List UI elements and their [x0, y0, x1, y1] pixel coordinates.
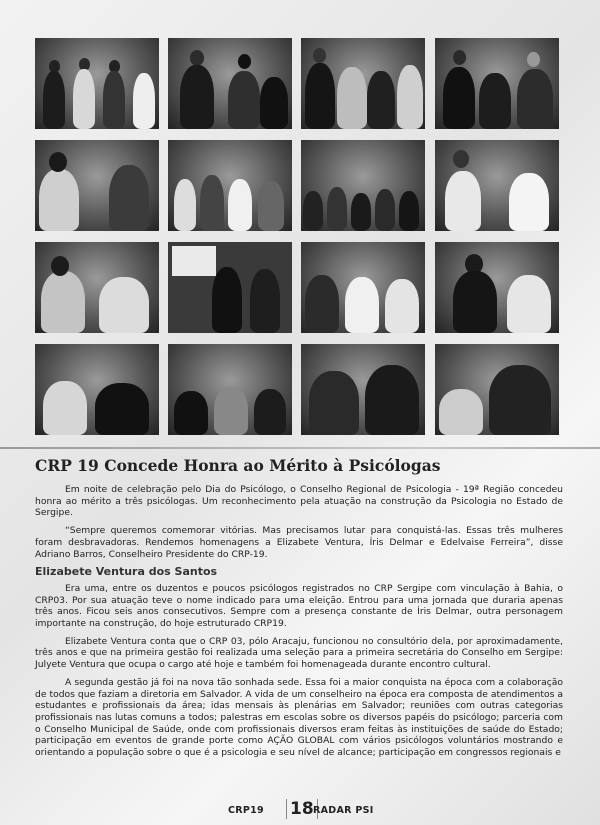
page-number: 18 [286, 799, 318, 819]
event-photo [168, 344, 292, 435]
event-photo [168, 140, 292, 231]
event-photo [435, 344, 559, 435]
event-photo [35, 140, 159, 231]
section-paragraph-2: Elizabete Ventura conta que o CRP 03, pólo Aracaju, funcionou no consultório dela, por aproximadamente, três anos e que na primeira gestão foi realizada uma seleção para a primeira secretária do Conselho em Sergipe: Julyete Ventura que ocupa o cargo até hoje e também foi homenageada durante encontro cultural. [35, 635, 563, 671]
event-photo [435, 140, 559, 231]
article-body [35, 484, 563, 765]
section-heading: Elizabete Ventura dos Santos [35, 565, 218, 579]
event-photo [35, 344, 159, 435]
event-photo [168, 38, 292, 129]
section-divider [0, 447, 600, 449]
event-photo [301, 140, 425, 231]
footer-publication: RADAR PSI [313, 805, 374, 816]
page-footer [0, 797, 600, 825]
event-photo [35, 242, 159, 333]
event-photo [301, 38, 425, 129]
event-photo [301, 242, 425, 333]
event-photo [168, 242, 292, 333]
intro-paragraph-2: “Sempre queremos comemorar vitórias. Mas precisamos lutar para conquistá-las. Essas três mulheres foram desbravadoras. Rendemos homenagens a Elizabete Ventura, Íris Delmar e Edelvaise Ferreira”, disse Adriano Barros, Conselheiro Presidente do CRP-19. [35, 525, 563, 560]
event-photo [35, 38, 159, 129]
section-paragraph-1: Era uma, entre os duzentos e poucos psicólogos registrados no CRP Sergipe com vinculação à Bahia, o CRP03. Por sua atuação teve o nome indicado para uma eleição. Entrou para uma jornada que duraria apenas três anos. Ficou seis anos consecutivos. Sempre com a presença constante de Íris Delmar, outra personagem importante na construção, do hoje estruturado CRP19. [35, 582, 563, 630]
photo-grid [35, 38, 559, 434]
footer-publisher: CRP19 [228, 805, 264, 816]
article-headline: CRP 19 Concede Honra ao Mérito à Psicólogas [35, 456, 441, 475]
event-photo [301, 344, 425, 435]
intro-paragraph-1: Em noite de celebração pelo Dia do Psicólogo, o Conselho Regional de Psicologia - 19ª Região concedeu honra ao mérito a três psicólogas. Um reconhecimento pela atuação na construção da Psicologia no Estado de Sergipe. [35, 484, 563, 519]
event-photo [435, 38, 559, 129]
event-photo [435, 242, 559, 333]
section-paragraph-3: A segunda gestão já foi na nova tão sonhada sede. Essa foi a maior conquista na época com a colaboração de todos que faziam a diretoria em Salvador. A vida de um conselheiro na época era composta de atendimentos a estudantes e profissionais da área; idas mensais às plenárias em Salvador; reuniões com outras categorias profissionais nas lutas comuns a todos; palestras em escolas sobre os diversos papéis do psicólogo; parceria com o Conselho Municipal de Saúde, onde com profissionais diversos eram feitas às instituições de saúde do Estado; participação em eventos de grande porte como AÇÃO GLOBAL com vários psicólogos voluntários mostrando e orientando a população sobre o que é a psicologia e seu nível de alcance; participação em congressos regionais e [35, 676, 563, 759]
